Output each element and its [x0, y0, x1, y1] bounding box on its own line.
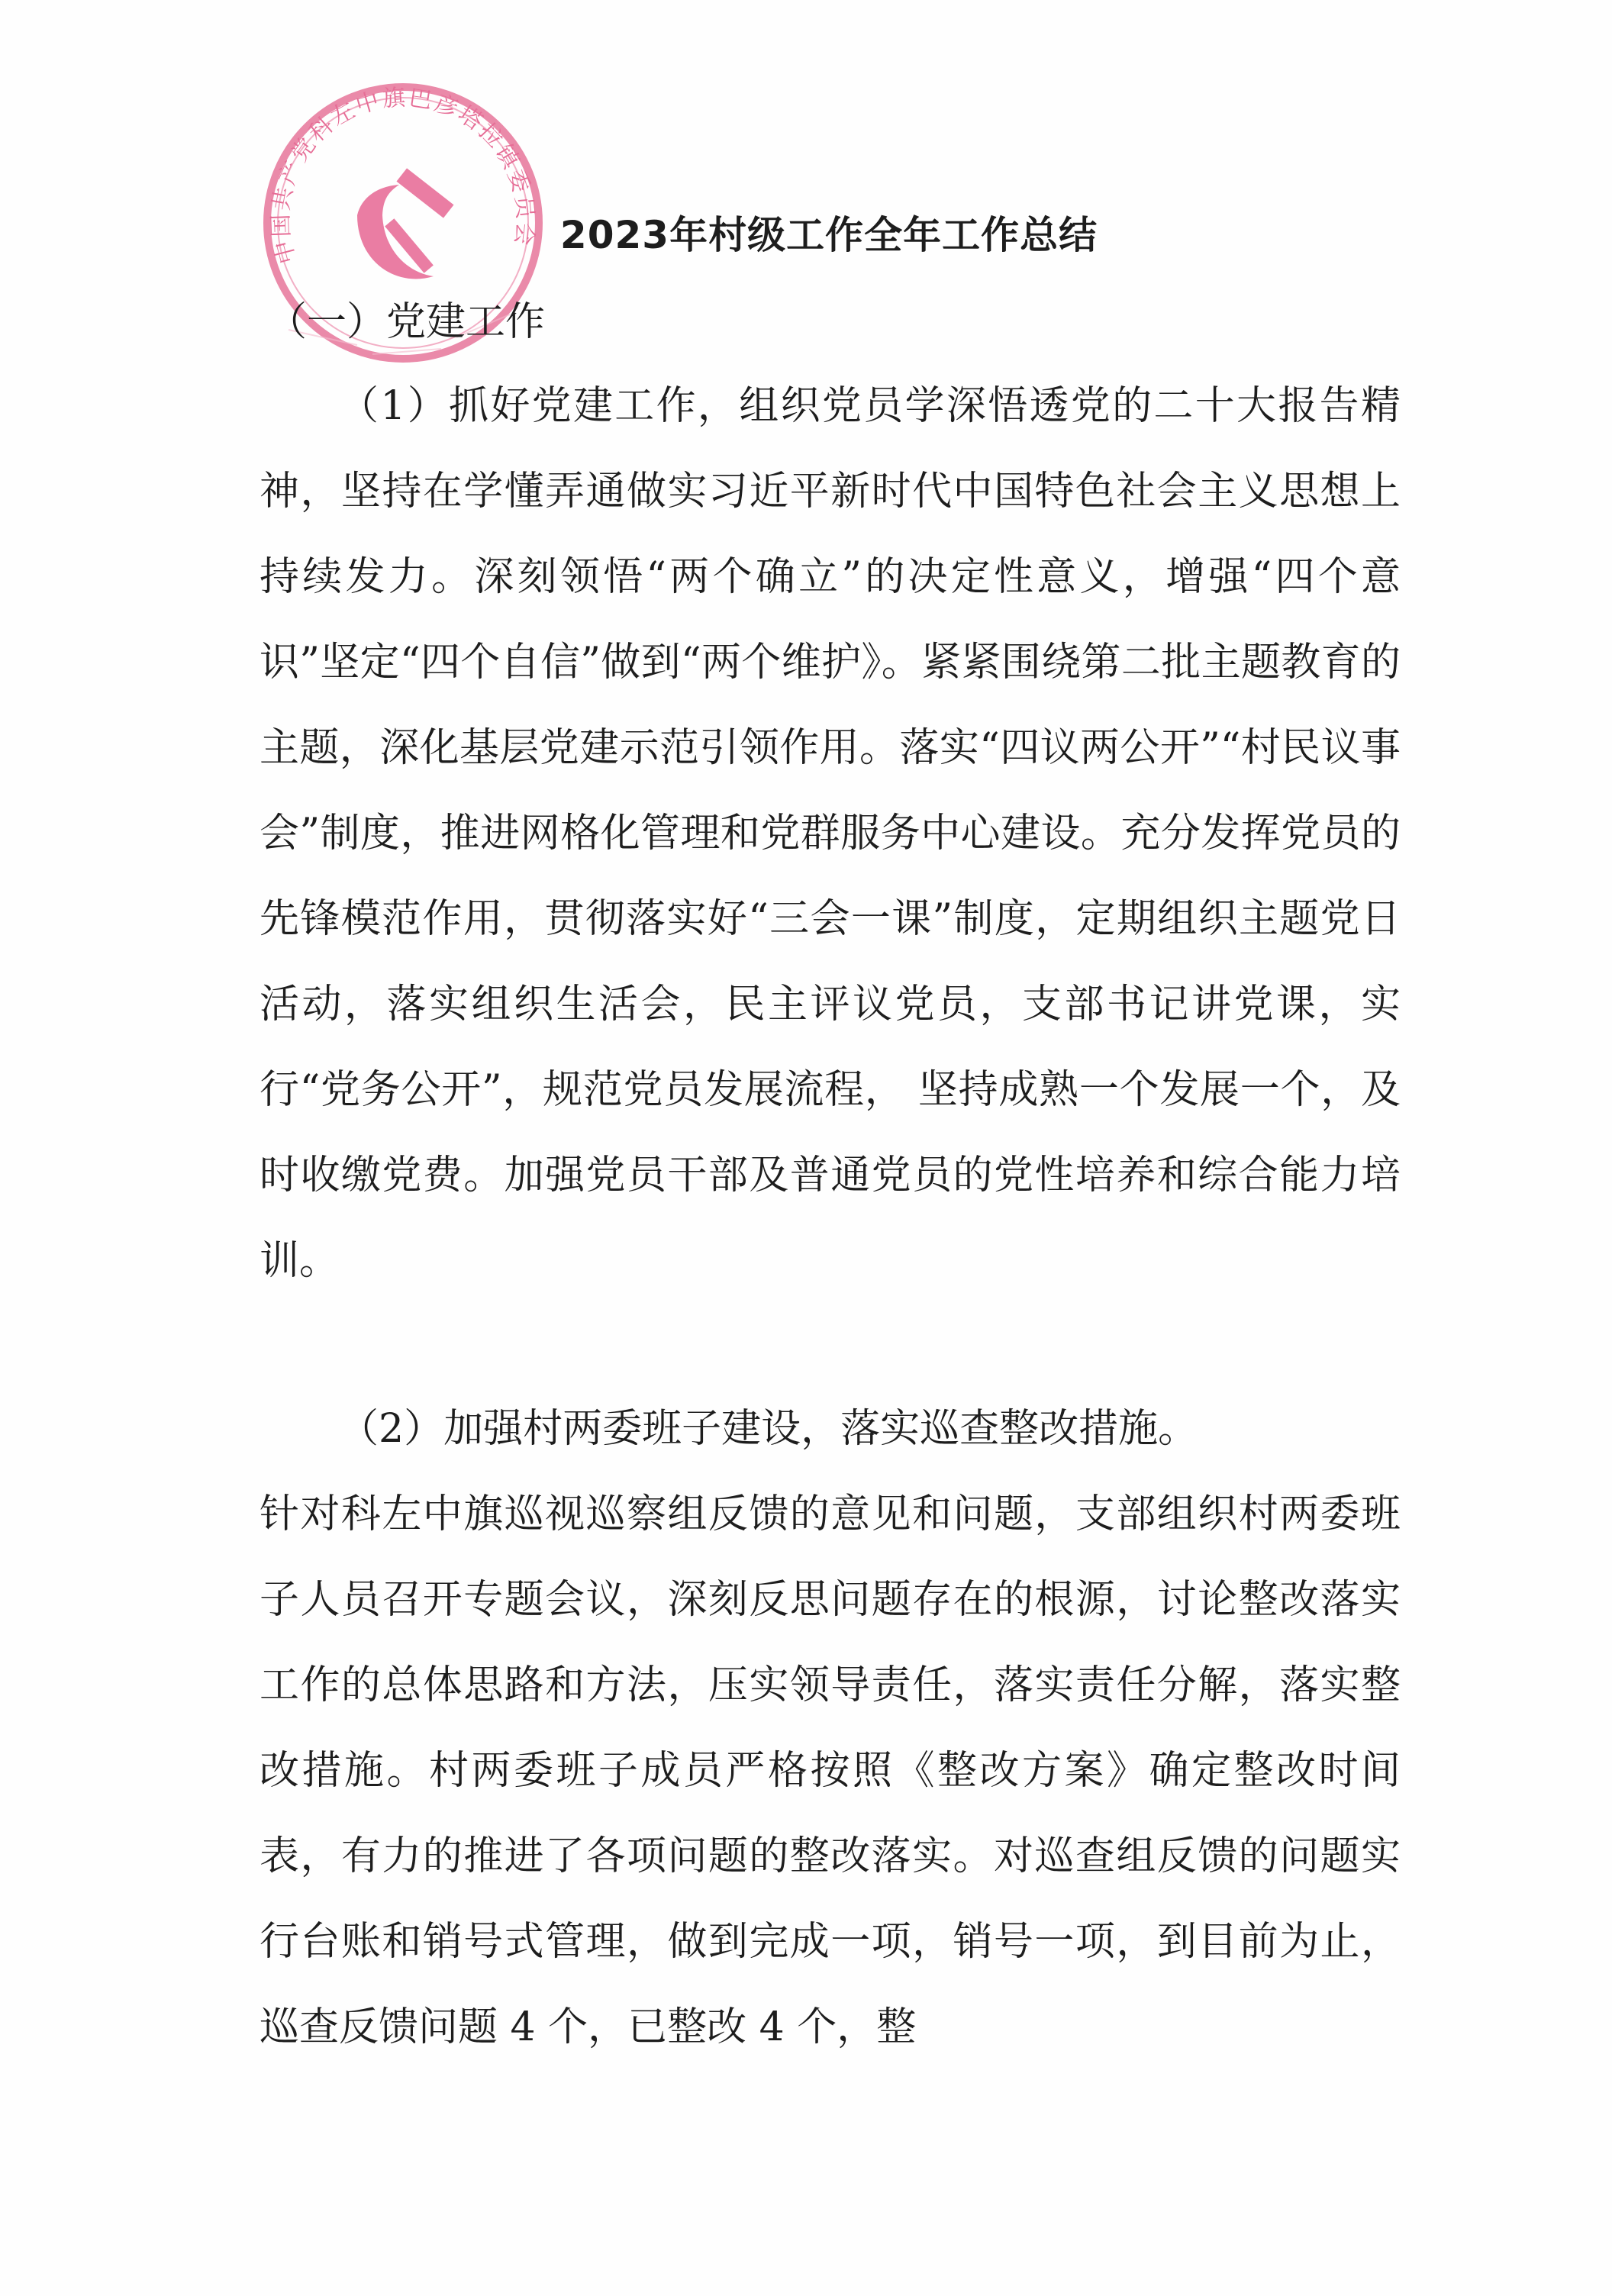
- paragraph-committee-heading: （2）加强村两委班子建设，落实巡查整改措施。: [339, 1406, 1198, 1452]
- section-heading: （一）党建工作: [267, 299, 546, 345]
- seal-text: 中国共产党科左中旗巴彦塔拉镇委员会: [267, 84, 539, 267]
- paragraph-inspection-rectification: 针对科左中旗巡视巡察组反馈的意见和问题，支部组织村两委班子人员召开专题会议，深刻反思问题存在的根源，讨论整改落实工作的总体思路和方法，压实领导责任，落实责任分解，落实整改措施。村两委班子成员严格按照《整改方案》确定整改时间表，有力的推进了各项问题的整改落实。对巡查组反馈的问题实行台账和销号式管理，做到完成一项，销号一项，到目前为止，巡查反馈问题 4 个，已整改 4 个，整: [260, 1491, 1401, 2050]
- paragraph-party-building: （1）抓好党建工作，组织党员学深悟透党的二十大报告精神，坚持在学懂弄通做实习近平新时代中国特色社会主义思想上持续发力。深刻领悟“两个确立”的决定性意义，增强“四个意识”坚定“四个自信”做到“两个维护》。紧紧围绕第二批主题教育的主题，深化基层党建示范引领作用。落实“四议两公开”“村民议事会”制度，推进网格化管理和党群服务中心建设。充分发挥党员的先锋模范作用，贯彻落实好“三会一课”制度，定期组织主题党日活动，落实组织生活会，民主评议党员，支部书记讲党课，实行“党务公开”，规范党员发展流程， 坚持成熟一个发展一个，及时收缴党费。加强党员干部及普通党员的党性培养和综合能力培训。: [260, 383, 1401, 1284]
- document-title: 2023年村级工作全年工作总结: [559, 213, 1098, 257]
